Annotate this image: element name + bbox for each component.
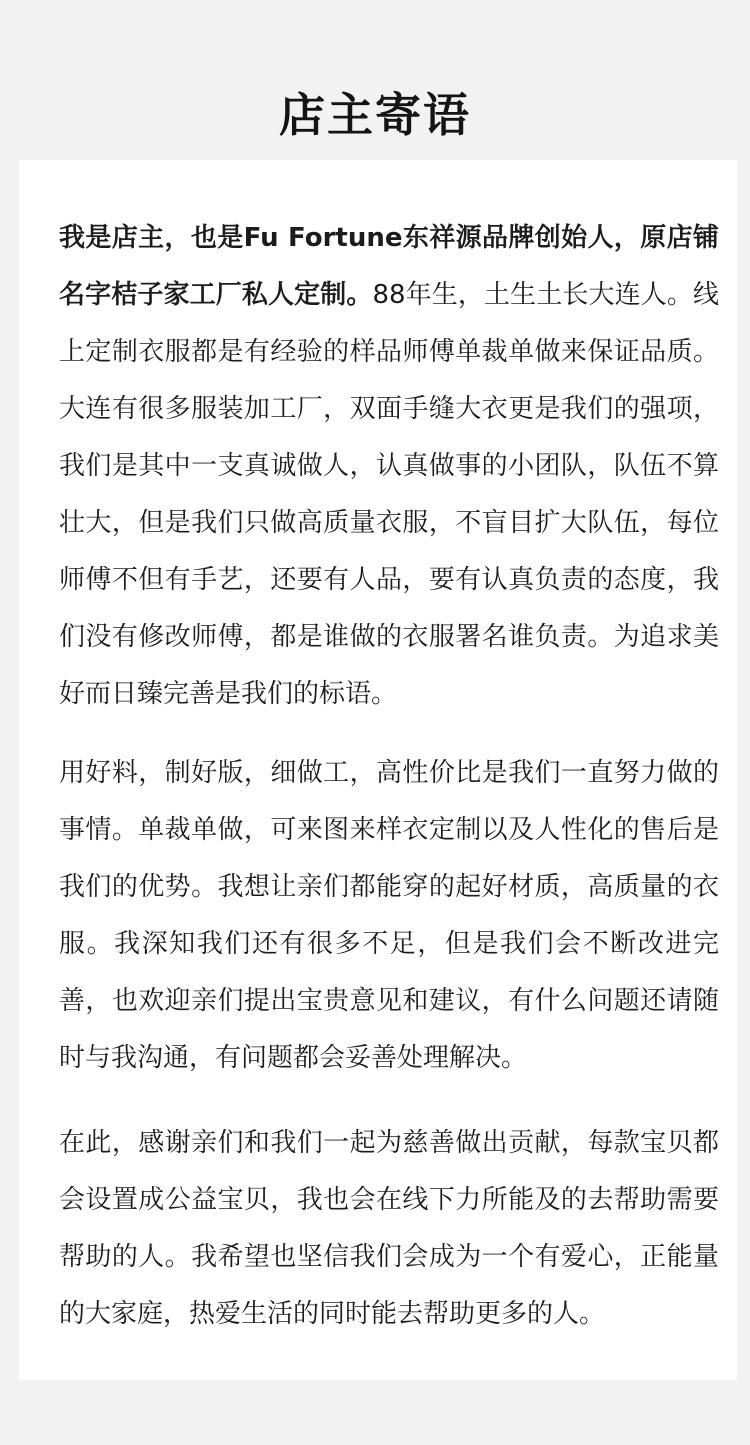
message-content xyxy=(59,210,719,1371)
message-card xyxy=(19,160,737,1380)
paragraph-1-text: 88年生，土生土长大连人。线上定制衣服都是有经验的样品师傅单裁单做来保证品质。大连有很多服装加工厂，双面手缝大衣更是我们的强项，我们是其中一支真诚做人，认真做事的小团队，队伍不算壮大，但是我们只做高质量衣服，不盲目扩大队伍，每位师傅不但有手艺，还要有人品，要有认真负责的态度，我们没有修改师傅，都是谁做的衣服署名谁负责。为追求美好而日臻完善是我们的标语。 xyxy=(59,280,719,709)
page-title: 店主寄语 xyxy=(279,87,471,142)
paragraph-1-lead: 我是店主，也是Fu Fortune东祥源品牌创始人，原店铺名字桔子家工厂私人定制。 xyxy=(59,223,719,310)
paragraph-1 xyxy=(59,210,719,723)
paragraph-2: 用好料，制好版，细做工，高性价比是我们一直努力做的事情。单裁单做，可来图来样衣定制以及人性化的售后是我们的优势。我想让亲们都能穿的起好材质，高质量的衣服。我深知我们还有很多不足，但是我们会不断改进完善，也欢迎亲们提出宝贵意见和建议，有什么问题还请随时与我沟通，有问题都会妥善处理解决。 xyxy=(59,758,719,1073)
paragraph-3: 在此，感谢亲们和我们一起为慈善做出贡献，每款宝贝都会设置成公益宝贝，我也会在线下力所能及的去帮助需要帮助的人。我希望也坚信我们会成为一个有爱心，正能量的大家庭，热爱生活的同时能去帮助更多的人。 xyxy=(59,1128,719,1329)
